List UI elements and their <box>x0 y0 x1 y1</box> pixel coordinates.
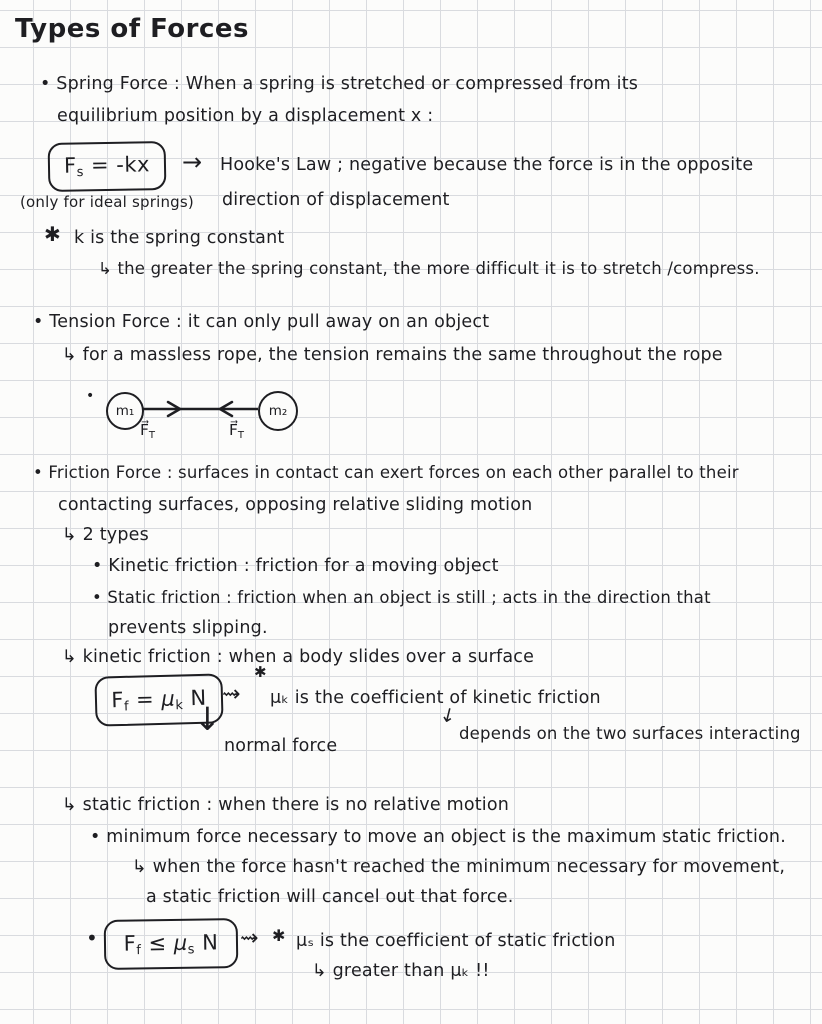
arrow-right-icon: → <box>182 148 203 176</box>
static-line-2: • minimum force necessary to move an object is the maximum static friction. <box>90 827 786 847</box>
static-formula-f: F <box>123 931 137 956</box>
down-arrow-icon: ↓ <box>194 700 221 738</box>
rope-line-with-arrows <box>142 401 258 417</box>
normal-force-label: normal force <box>224 736 338 756</box>
squiggle-arrow-icon-static: ⇝ <box>240 926 259 951</box>
kinetic-formula-mu: μ <box>161 686 176 711</box>
spring-constant-line: k is the spring constant <box>74 228 285 248</box>
page-title: Types of Forces <box>15 14 250 44</box>
ft2-f: F⃗ <box>229 421 238 439</box>
kinetic-friction-line: ↳ kinetic friction : when a body slides over a surface <box>62 647 535 667</box>
spring-formula <box>64 152 150 180</box>
tension-force-label-2 <box>229 421 244 441</box>
ft1-f: F⃗ <box>140 421 149 439</box>
static-formula-n: N <box>194 930 219 955</box>
asterisk-icon-kinetic: ✱ <box>254 663 267 681</box>
static-formula-mu: μ <box>173 930 188 955</box>
mass-2-circle: m₂ <box>258 391 298 431</box>
tension-line-2: ↳ for a massless rope, the tension remains the same throughout the rope <box>62 345 723 365</box>
ideal-springs-note: (only for ideal springs) <box>20 193 194 211</box>
static-line-4: a static friction will cancel out that force. <box>146 887 514 907</box>
hooke-law-line-2: direction of displacement <box>222 190 450 210</box>
kinetic-friction-def: • Kinetic friction : friction for a moving object <box>92 556 499 576</box>
squiggle-arrow-icon: ⇝ <box>222 682 241 707</box>
static-formula-box <box>104 918 239 970</box>
kinetic-formula-f: F <box>110 687 125 712</box>
kinetic-formula-eq: = <box>128 686 162 712</box>
tension-force-label-1 <box>140 421 155 441</box>
tension-line-1: • Tension Force : it can only pull away on an object <box>33 312 490 332</box>
static-formula-bullet: • <box>86 926 98 950</box>
down-arrow-icon-depends: ↓ <box>437 703 459 729</box>
asterisk-icon: ✱ <box>44 222 61 246</box>
diagram-bullet-dot: • <box>86 388 95 404</box>
static-coefficient-line: μₛ is the coefficient of static friction <box>296 931 616 951</box>
static-formula-eq: ≤ <box>141 930 174 956</box>
spring-line-1: • Spring Force : When a spring is stretched or compressed from its <box>40 74 639 94</box>
spring-formula-rest: = -kx <box>83 152 151 178</box>
spring-line-2: equilibrium position by a displacement x : <box>57 106 434 126</box>
static-line-1: ↳ static friction : when there is no relative motion <box>62 795 510 815</box>
static-formula <box>123 930 218 958</box>
kinetic-formula-musub: k <box>175 697 184 713</box>
static-friction-def-2: prevents slipping. <box>108 618 268 638</box>
spring-constant-sub-line: ↳ the greater the spring constant, the more difficult it is to stretch /compress. <box>98 259 760 278</box>
kinetic-formula <box>111 685 207 714</box>
static-line-3: ↳ when the force hasn't reached the minimum necessary for movement, <box>132 857 786 877</box>
spring-formula-box <box>48 141 167 192</box>
friction-two-types: ↳ 2 types <box>62 525 149 545</box>
depends-line: depends on the two surfaces interacting <box>459 724 801 743</box>
greater-than-line: ↳ greater than μₖ !! <box>312 961 490 981</box>
mass-1-circle: m₁ <box>106 392 144 430</box>
ft2-sub: T <box>237 430 245 442</box>
static-formula-musub: s <box>187 941 196 958</box>
kinetic-formula-n: N <box>182 685 207 711</box>
ft1-sub: T <box>148 430 156 442</box>
static-formula-fsub: f <box>136 942 142 958</box>
spring-formula-f: F <box>63 153 77 178</box>
static-friction-def-1: • Static friction : friction when an object is still ; acts in the direction that <box>92 588 711 607</box>
friction-line-1: • Friction Force : surfaces in contact can exert forces on each other parallel to their <box>33 463 739 482</box>
kinetic-formula-fsub: f <box>123 699 130 715</box>
hooke-law-line-1: Hooke's Law ; negative because the force is in the opposite <box>220 155 754 175</box>
asterisk-icon-static: ✱ <box>272 926 286 945</box>
spring-formula-sub: s <box>76 165 85 181</box>
kinetic-coefficient-line: μₖ is the coefficient of kinetic friction <box>270 688 601 708</box>
friction-line-2: contacting surfaces, opposing relative sliding motion <box>58 495 533 515</box>
